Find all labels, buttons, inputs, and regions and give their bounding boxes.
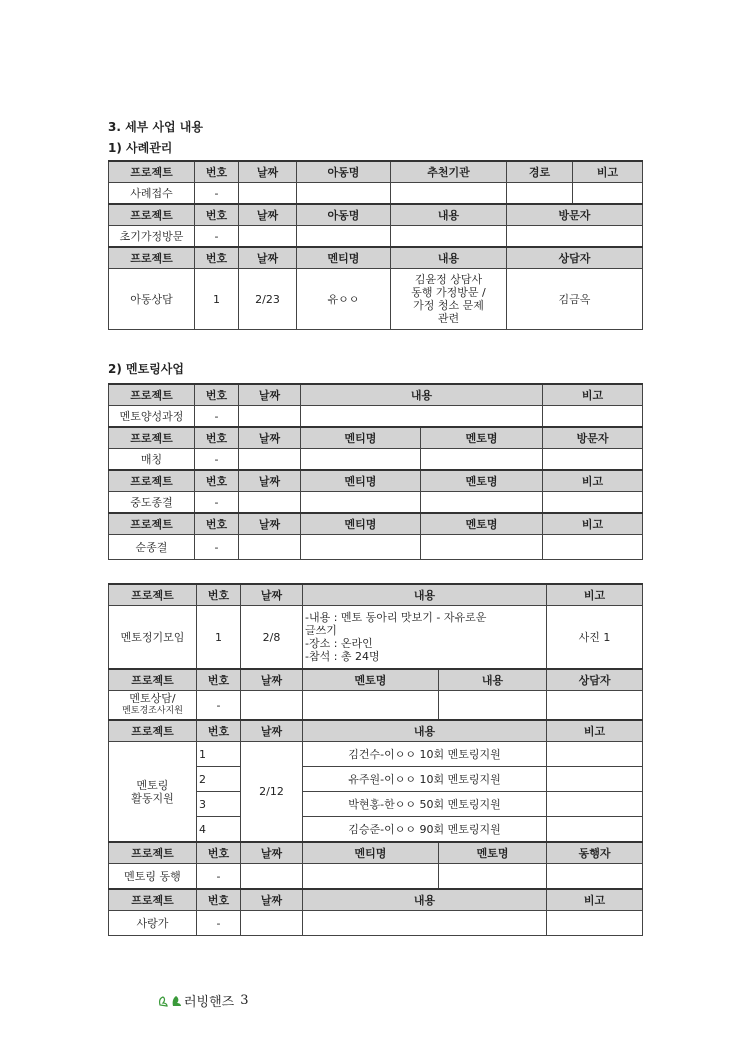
table-row: 멘토상담/ 멘토경조사지원 - [109,691,643,721]
table-header-row: 프로젝트 번호 날짜 내용 비고 [109,720,643,742]
table-row: 순종결 - [109,535,643,560]
table-row: 멘토정기모임 1 2/8 -내용 : 멘토 동아리 맛보기 - 자유로운 글쓰기 -장소 : 온라인 -참석 : 총 24명 사진 1 [109,606,643,670]
table-row: 4 김승준-이ㅇㅇ 90회 멘토링지원 [109,817,643,843]
table-row: 사랑가 - [109,911,643,936]
table-header-row: 프로젝트 번호 날짜 내용 비고 [109,584,643,606]
table-row: 매칭 - [109,449,643,471]
sub-title-mentoring: 2) 멘토링사업 [108,362,184,376]
table-header-row: 프로젝트 번호 날짜 멘티명 멘토명 방문자 [109,427,643,449]
table-header-row: 프로젝트 번호 날짜 내용 비고 [109,889,643,911]
table-row: 멘토링 활동지원 1 2/12 김건수-이ㅇㅇ 10회 멘토링지원 [109,742,643,767]
footer-brand: 러빙핸즈 [184,995,235,1010]
table-row: 멘토링 동행 - [109,864,643,890]
footer [158,991,249,1010]
table-row: 중도종결 - [109,492,643,514]
table-header-row: 프로젝트 번호 날짜 멘티명 멘토명 동행자 [109,842,643,864]
case-management-table [108,160,643,330]
table-row: 아동상담 1 2/23 유ㅇㅇ 김윤정 상담사 동행 가정방문 / 가정 청소 문제 관련 김금옥 [109,269,643,330]
sub-title-case-management: 1) 사례관리 [108,141,173,155]
project-name: 멘토상담/ [129,692,176,705]
table-row: 3 박현홍-한ㅇㅇ 50회 멘토링지원 [109,792,643,817]
hand-outline-icon [158,995,169,1007]
table-header-row: 프로젝트 번호 날짜 멘토명 내용 상담자 [109,669,643,691]
table-header-row: 프로젝트 번호 날짜 내용 비고 [109,384,643,406]
mentoring-table-2 [108,583,643,936]
table-header-row: 프로젝트 번호 날짜 멘티명 멘토명 비고 [109,470,643,492]
project-name-small: 멘토경조사지원 [122,706,183,716]
table-row: 2 유주원-이ㅇㅇ 10회 멘토링지원 [109,767,643,792]
table-header-row: 프로젝트 번호 날짜 아동명 내용 방문자 [109,204,643,226]
mentoring-table-1 [108,383,643,560]
table-header-row: 프로젝트 번호 날짜 아동명 추천기관 경로 비고 [109,161,643,183]
table-header-row: 프로젝트 번호 날짜 멘티명 내용 상담자 [109,247,643,269]
table-row: 사례접수 - [109,183,643,205]
table-header-row: 프로젝트 번호 날짜 멘티명 멘토명 비고 [109,513,643,535]
page-number: 3 [240,993,249,1008]
section-title: 3. 세부 사업 내용 [108,120,203,134]
hand-filled-icon [171,995,182,1007]
table-row: 초기가정방문 - [109,226,643,248]
table-row: 멘토양성과정 - [109,406,643,428]
